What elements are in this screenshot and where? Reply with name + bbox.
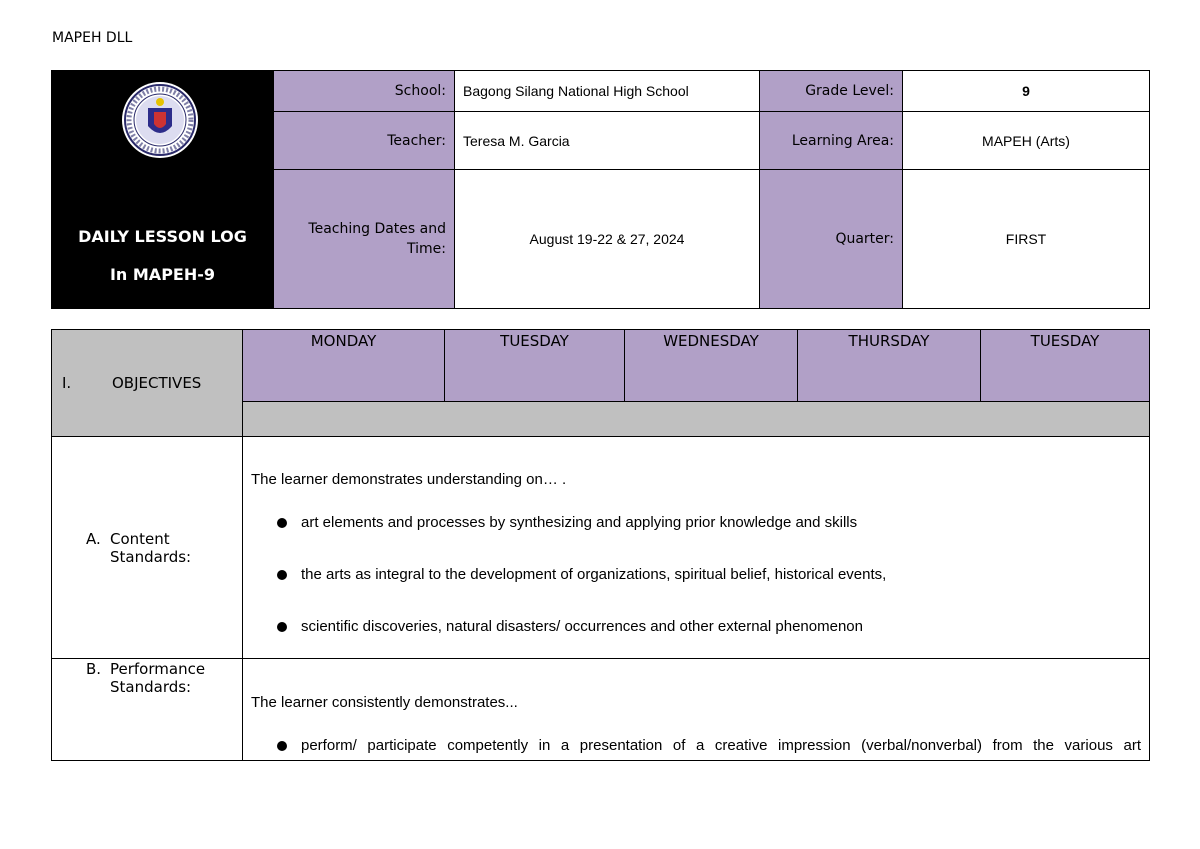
deped-seal-icon xyxy=(120,80,200,160)
objectives-table xyxy=(51,329,1150,761)
content-standards-label: A. Content Standards: xyxy=(52,437,243,659)
teaching-dates-value: August 19-22 & 27, 2024 xyxy=(455,170,760,309)
objectives-heading: I. OBJECTIVES xyxy=(52,330,243,437)
day-header-tuesday-2: TUESDAY xyxy=(981,330,1150,402)
quarter-label: Quarter: xyxy=(760,170,903,309)
document-title: MAPEH DLL xyxy=(52,30,133,46)
content-standards-intro: The learner demonstrates understanding on… . xyxy=(251,471,567,488)
list-item: the arts as integral to the development of organizations, spiritual belief, historical events, xyxy=(251,566,1141,583)
dll-title: DAILY LESSON LOG xyxy=(78,227,247,246)
teaching-dates-label: Teaching Dates and Time: xyxy=(274,170,455,309)
gray-spacer-row xyxy=(243,402,1150,437)
school-label: School: xyxy=(274,71,455,112)
grade-level-label: Grade Level: xyxy=(760,71,903,112)
performance-standards-cell xyxy=(243,659,1150,761)
day-header-wednesday: WEDNESDAY xyxy=(625,330,798,402)
grade-level-value: 9 xyxy=(903,71,1150,112)
list-item: art elements and processes by synthesizing and applying prior knowledge and skills xyxy=(251,514,1141,531)
day-header-monday: MONDAY xyxy=(243,330,445,402)
teacher-label: Teacher: xyxy=(274,112,455,170)
content-standards-cell xyxy=(243,437,1150,659)
teacher-value: Teresa M. Garcia xyxy=(455,112,760,170)
learning-area-value: MAPEH (Arts) xyxy=(903,112,1150,170)
performance-standards-intro: The learner consistently demonstrates... xyxy=(251,694,518,711)
list-item: scientific discoveries, natural disasters/ occurrences and other external phenomenon xyxy=(251,618,1141,635)
learning-area-label: Learning Area: xyxy=(760,112,903,170)
performance-standards-label: B. Performance Standards: xyxy=(52,659,243,761)
header-table xyxy=(51,70,1150,309)
day-header-thursday: THURSDAY xyxy=(798,330,981,402)
school-value: Bagong Silang National High School xyxy=(455,71,760,112)
list-item: perform/ participate competently in a presentation of a creative impression (verbal/nonverbal) from the various art xyxy=(251,737,1141,754)
dll-subject: In MAPEH-9 xyxy=(109,265,216,284)
quarter-value: FIRST xyxy=(903,170,1150,309)
day-header-tuesday: TUESDAY xyxy=(445,330,625,402)
